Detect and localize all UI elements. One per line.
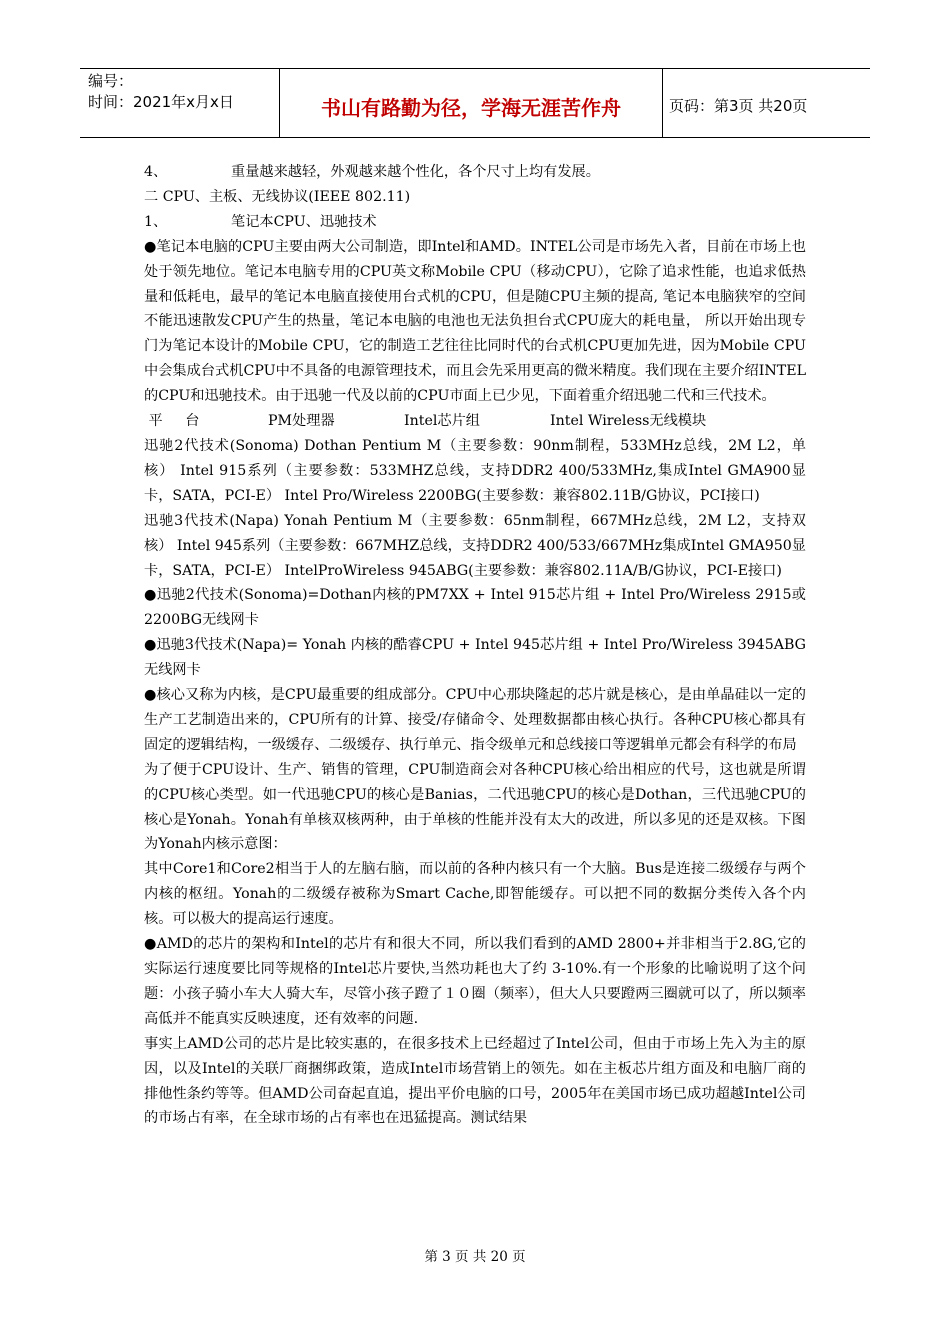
bullet-sonoma: ●迅驰2代技术(Sonoma)=Dothan内核的PM7XX + Intel 915芯片组 + Intel Pro/Wireless 2915或2200BG无线网卡 [144,587,806,629]
paragraph-core: ●核心又称为内核，是CPU最重要的组成部分。CPU中心那块隆起的芯片就是核心，是由单晶硅以一定的生产工艺制造出来的，CPU所有的计算、接受/存储命令、处理数据都由核心执行。各种CPU核心都具有固定的逻辑结构，一级缓存、二级缓存、执行单元、指令级单元和总线接口等逻辑单元都会有科学的布局 [144,687,806,753]
header-meta [80,69,280,137]
table-header-cell: Intel芯片组 [404,413,480,430]
page-header [80,68,870,138]
paragraph-codename: 为了便于CPU设计、生产、销售的管理，CPU制造商会对各种CPU核心给出相应的代号，这也就是所谓的CPU核心类型。如一代迅驰CPU的核心是Banias，二代迅驰CPU的核心是Dothan，三代迅驰CPU的核心是Yonah。Yonah有单核双核两种，由于单核的性能并没有太大的改进，所以多见的还是双核。下图为Yonah内核示意图： [144,761,806,853]
paragraph-yonah: 其中Core1和Core2相当于人的左脑右脑，而以前的各种内核只有一个大脑。Bus是连接二级缓存与两个内核的枢纽。Yonah的二级缓存被称为Smart Cache,即智能缓存。可以把不同的数据分类传入各个内核。可以极大的提高运行速度。 [144,861,806,928]
list-text: 重量越来越轻，外观越来越个性化，各个尺寸上均有发展。 [231,164,600,180]
page-footer: 第 3 页 共 20 页 [424,1249,526,1265]
paragraph-amd: ●AMD的芯片的架构和Intel的芯片有和很大不同，所以我们看到的AMD 2800+并非相当于2.8G,它的实际运行速度要比同等规格的Intel芯片要快,当然功耗也大了约 3-10%.有一个形象的比喻说明了这个问题：小孩子骑小车大人骑大车，尽管小孩子蹬了１０圈（频率），但大人只要蹬两三圈就可以了，所以频率高低并不能真实反映速度，还有效率的问题. [144,936,806,1027]
section-heading: 二 CPU、主板、无线协议(IEEE 802.11) [144,188,411,205]
table-header-cell: Intel Wireless无线模块 [550,413,707,430]
list-item-4 [144,160,806,185]
paragraph-intro: ●笔记本电脑的CPU主要由两大公司制造，即Intel和AMD。INTEL公司是市场先入者，目前在市场上也处于领先地位。笔记本电脑专用的CPU英文称Mobile CPU（移动CPU），它除了追求性能，也追求低热量和低耗电，最早的笔记本电脑直接使用台式机的CPU，但是随CPU主频的提高, 笔记本电脑狭窄的空间不能迅速散发CPU产生的热量，笔记本电脑的电池也无法负担台式CPU庞大的耗电量， 所以开始出现专门为笔记本设计的Mobile CPU，它的制造工艺往往比同时代的台式机CPU更加先进，因为Mobile CPU中会集成台式机CPU中不具备的电源管理技术，而且会先采用更高的微米精度。我们现在主要介绍INTEL的CPU和迅驰技术。由于迅驰一代及以前的CPU市面上已少见，下面着重介绍迅驰二代和三代技术。 [144,238,806,405]
document-body [144,160,806,1131]
header-page-number: 页码：第3页 共20页 [669,96,808,115]
paragraph-fact: 事实上AMD公司的芯片是比较实惠的，在很多技术上已经超过了Intel公司，但由于市场上先入为主的原因，以及Intel的关联厂商捆绑政策，造成Intel市场营销上的领先。如在主板芯片组方面及和电脑厂商的排他性条约等等。但AMD公司奋起直追，提出平价电脑的口号，2005年在美国市场已成功超越Intel公司的市场占有率，在全球市场的占有率也在迅猛提高。测试结果 [144,1035,806,1127]
list-text: 笔记本CPU、迅驰技术 [231,213,377,230]
table-row-napa: 迅驰3代技术(Napa) Yonah Pentium M（主要参数：65nm制程，667MHz总线，2M L2，支持双核） Intel 945系列（主要参数：667MHZ总线，支持DDR2 400/533/667MHz集成Intel GMA950显卡，SATA，PCI-E） IntelProWireless 945ABG(主要参数：兼容802.11A/B/G协议，PCI-E接口) [144,512,806,579]
header-motto: 书山有路勤为径，学海无涯苦作舟 [280,69,663,137]
table-row-sonoma: 迅驰2代技术(Sonoma) Dothan Pentium M（主要参数：90nm制程，533MHz总线，2M L2，单核） Intel 915系列（主要参数：533MHZ总线，支持DDR2 400/533MHz,集成Intel GMA900显卡，SATA，PCI-E） Intel Pro/Wireless 2200BG(主要参数：兼容802.11B/G协议，PCI接口) [144,437,806,504]
document-number: 编号： [88,72,134,90]
table-header-row [144,409,806,434]
list-number: 4、 [144,164,168,180]
table-header-cell: 平 台 [144,413,200,430]
table-header-cell: PM处理器 [268,413,335,430]
bullet-napa: ●迅驰3代技术(Napa)= Yonah 内核的酷睿CPU + Intel 945芯片组 + Intel Pro/Wireless 3945ABG无线网卡 [144,637,806,679]
list-item-1 [144,210,806,235]
list-number: 1、 [144,213,168,230]
document-date: 时间：2021年x月x日 [88,93,234,111]
